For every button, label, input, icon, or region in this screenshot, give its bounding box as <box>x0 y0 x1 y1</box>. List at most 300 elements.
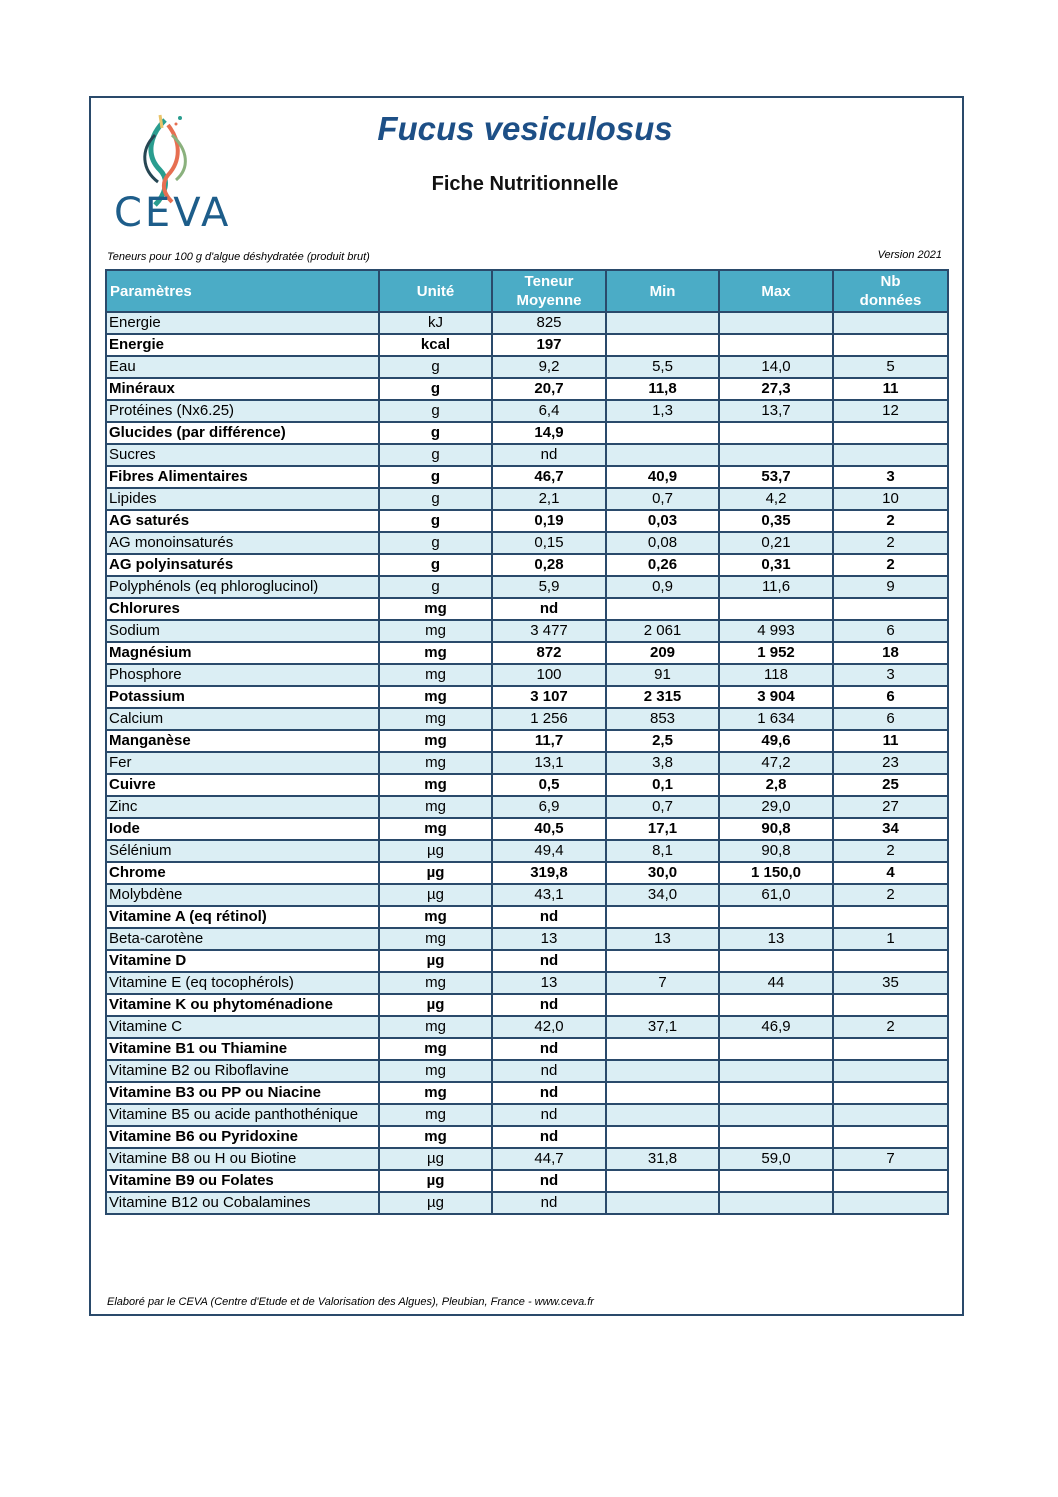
value-cell: 34,0 <box>606 884 719 906</box>
value-cell <box>833 1082 948 1104</box>
value-cell: nd <box>492 950 606 972</box>
value-cell: 3 904 <box>719 686 833 708</box>
value-cell: g <box>379 554 492 576</box>
value-cell: 40,5 <box>492 818 606 840</box>
column-header: Nb données <box>833 270 948 312</box>
value-cell: 6,9 <box>492 796 606 818</box>
table-row <box>106 686 948 708</box>
table-row <box>106 1082 948 1104</box>
parameter-cell: Vitamine B3 ou PP ou Niacine <box>106 1082 379 1104</box>
value-cell: 3,8 <box>606 752 719 774</box>
value-cell: 0,26 <box>606 554 719 576</box>
column-header: Unité <box>379 270 492 312</box>
value-cell <box>833 312 948 334</box>
value-cell <box>719 950 833 972</box>
value-cell: mg <box>379 1038 492 1060</box>
value-cell <box>833 1170 948 1192</box>
parameter-cell: Lipides <box>106 488 379 510</box>
value-cell: 4 993 <box>719 620 833 642</box>
value-cell: 2 <box>833 532 948 554</box>
value-cell <box>606 906 719 928</box>
value-cell: mg <box>379 1060 492 1082</box>
value-cell: 10 <box>833 488 948 510</box>
value-cell: 2,1 <box>492 488 606 510</box>
table-row <box>106 1038 948 1060</box>
value-cell: 6 <box>833 686 948 708</box>
parameter-cell: Vitamine B8 ou H ou Biotine <box>106 1148 379 1170</box>
value-cell: 25 <box>833 774 948 796</box>
parameter-cell: Vitamine E (eq tocophérols) <box>106 972 379 994</box>
table-row <box>106 312 948 334</box>
page-subtitle: Fiche Nutritionnelle <box>431 173 619 195</box>
value-cell: 3 477 <box>492 620 606 642</box>
value-cell: 1,3 <box>606 400 719 422</box>
value-cell: 59,0 <box>719 1148 833 1170</box>
value-cell <box>833 1104 948 1126</box>
value-cell: µg <box>379 840 492 862</box>
value-cell: µg <box>379 950 492 972</box>
value-cell: 0,7 <box>606 488 719 510</box>
value-cell: 17,1 <box>606 818 719 840</box>
value-cell: 0,21 <box>719 532 833 554</box>
value-cell <box>719 1038 833 1060</box>
value-cell: nd <box>492 444 606 466</box>
value-cell <box>833 950 948 972</box>
value-cell: 11,6 <box>719 576 833 598</box>
value-cell: g <box>379 378 492 400</box>
value-cell: 27 <box>833 796 948 818</box>
value-cell <box>719 422 833 444</box>
parameter-cell: Vitamine A (eq rétinol) <box>106 906 379 928</box>
value-cell: mg <box>379 1082 492 1104</box>
value-cell: mg <box>379 928 492 950</box>
value-cell: kJ <box>379 312 492 334</box>
parameter-cell: Energie <box>106 334 379 356</box>
value-cell: nd <box>492 1082 606 1104</box>
value-cell: nd <box>492 1038 606 1060</box>
parameter-cell: Polyphénols (eq phloroglucinol) <box>106 576 379 598</box>
value-cell: 100 <box>492 664 606 686</box>
parameter-cell: AG saturés <box>106 510 379 532</box>
parameter-cell: Fer <box>106 752 379 774</box>
value-cell: 34 <box>833 818 948 840</box>
table-row <box>106 950 948 972</box>
parameter-cell: Zinc <box>106 796 379 818</box>
value-cell: g <box>379 576 492 598</box>
table-row <box>106 642 948 664</box>
column-header: Max <box>719 270 833 312</box>
value-cell <box>719 312 833 334</box>
value-cell <box>719 1060 833 1082</box>
value-cell: 0,03 <box>606 510 719 532</box>
value-cell <box>719 1170 833 1192</box>
value-cell: 11,7 <box>492 730 606 752</box>
value-cell: 8,1 <box>606 840 719 862</box>
value-cell <box>833 1126 948 1148</box>
value-cell: mg <box>379 686 492 708</box>
value-cell: 49,6 <box>719 730 833 752</box>
value-cell: µg <box>379 994 492 1016</box>
column-header: Paramètres <box>106 270 379 312</box>
value-cell <box>719 1126 833 1148</box>
value-cell: g <box>379 422 492 444</box>
value-cell: mg <box>379 972 492 994</box>
value-cell <box>719 1104 833 1126</box>
value-cell: 2 <box>833 510 948 532</box>
value-cell: 0,5 <box>492 774 606 796</box>
value-cell <box>606 334 719 356</box>
value-cell: 2 315 <box>606 686 719 708</box>
value-cell: 13,1 <box>492 752 606 774</box>
table-row <box>106 378 948 400</box>
table-row <box>106 620 948 642</box>
value-cell: nd <box>492 1170 606 1192</box>
value-cell: 44,7 <box>492 1148 606 1170</box>
table-row <box>106 972 948 994</box>
parameter-cell: Phosphore <box>106 664 379 686</box>
parameter-cell: AG polyinsaturés <box>106 554 379 576</box>
value-cell <box>606 1170 719 1192</box>
value-cell: 47,2 <box>719 752 833 774</box>
table-row <box>106 928 948 950</box>
table-body <box>106 312 948 1214</box>
value-cell <box>606 1060 719 1082</box>
table-row <box>106 884 948 906</box>
value-cell: 13 <box>719 928 833 950</box>
value-cell: 53,7 <box>719 466 833 488</box>
value-cell: 197 <box>492 334 606 356</box>
value-cell: 0,08 <box>606 532 719 554</box>
value-cell: g <box>379 466 492 488</box>
value-cell <box>719 444 833 466</box>
value-cell: 3 <box>833 466 948 488</box>
value-cell: g <box>379 532 492 554</box>
value-cell: 29,0 <box>719 796 833 818</box>
value-cell <box>719 994 833 1016</box>
parameter-cell: Vitamine B1 ou Thiamine <box>106 1038 379 1060</box>
value-cell: mg <box>379 664 492 686</box>
table-row <box>106 1060 948 1082</box>
value-cell <box>606 994 719 1016</box>
table-row <box>106 1126 948 1148</box>
value-cell: 12 <box>833 400 948 422</box>
table-row <box>106 1192 948 1214</box>
table-row <box>106 356 948 378</box>
parameter-cell: Chrome <box>106 862 379 884</box>
value-cell: mg <box>379 796 492 818</box>
value-cell: 18 <box>833 642 948 664</box>
value-cell: µg <box>379 1170 492 1192</box>
table-row <box>106 840 948 862</box>
version-label: Version 2021 <box>877 249 942 261</box>
parameter-cell: Fibres Alimentaires <box>106 466 379 488</box>
value-cell: g <box>379 488 492 510</box>
parameter-cell: Vitamine B5 ou acide panthothénique <box>106 1104 379 1126</box>
value-cell: 35 <box>833 972 948 994</box>
table-row <box>106 576 948 598</box>
parameter-cell: Calcium <box>106 708 379 730</box>
value-cell: 14,9 <box>492 422 606 444</box>
value-cell: 2,8 <box>719 774 833 796</box>
nutrition-table <box>105 269 949 1215</box>
value-cell: 2 <box>833 554 948 576</box>
value-cell: mg <box>379 620 492 642</box>
value-cell: 23 <box>833 752 948 774</box>
value-cell: 11,8 <box>606 378 719 400</box>
value-cell: 2 061 <box>606 620 719 642</box>
value-cell <box>606 1038 719 1060</box>
value-cell: 118 <box>719 664 833 686</box>
value-cell: 2 <box>833 884 948 906</box>
parameter-cell: Sucres <box>106 444 379 466</box>
value-cell <box>833 1060 948 1082</box>
value-cell <box>606 598 719 620</box>
value-cell: 13 <box>492 972 606 994</box>
value-cell: 9 <box>833 576 948 598</box>
table-row <box>106 906 948 928</box>
parameter-cell: Minéraux <box>106 378 379 400</box>
value-cell: 3 <box>833 664 948 686</box>
parameter-cell: Potassium <box>106 686 379 708</box>
table-row <box>106 752 948 774</box>
value-cell: 61,0 <box>719 884 833 906</box>
footer-note: Elaboré par le CEVA (Centre d'Etude et de Valorisation des Algues), Pleubian, France - www.ceva.fr <box>107 1296 594 1308</box>
value-cell: mg <box>379 906 492 928</box>
value-cell: 0,7 <box>606 796 719 818</box>
table-row <box>106 488 948 510</box>
column-header: Min <box>606 270 719 312</box>
table-row <box>106 994 948 1016</box>
table-row <box>106 708 948 730</box>
parameter-cell: Protéines (Nx6.25) <box>106 400 379 422</box>
value-cell <box>833 444 948 466</box>
value-cell <box>606 422 719 444</box>
table-row <box>106 532 948 554</box>
table-row <box>106 774 948 796</box>
value-cell: 40,9 <box>606 466 719 488</box>
value-cell: nd <box>492 1060 606 1082</box>
parameter-cell: Vitamine K ou phytoménadione <box>106 994 379 1016</box>
parameter-cell: Vitamine B12 ou Cobalamines <box>106 1192 379 1214</box>
table-row <box>106 664 948 686</box>
parameter-cell: Manganèse <box>106 730 379 752</box>
table-row <box>106 444 948 466</box>
value-cell: 1 256 <box>492 708 606 730</box>
value-cell <box>606 1192 719 1214</box>
value-cell: 0,31 <box>719 554 833 576</box>
table-row <box>106 1104 948 1126</box>
column-header: Teneur Moyenne <box>492 270 606 312</box>
value-cell: g <box>379 400 492 422</box>
value-cell: nd <box>492 994 606 1016</box>
value-cell: 90,8 <box>719 840 833 862</box>
value-cell: nd <box>492 1104 606 1126</box>
table-header-row <box>106 270 948 312</box>
value-cell: 13 <box>492 928 606 950</box>
parameter-cell: Magnésium <box>106 642 379 664</box>
value-cell: 0,1 <box>606 774 719 796</box>
value-cell: nd <box>492 1126 606 1148</box>
value-cell: 319,8 <box>492 862 606 884</box>
value-cell: nd <box>492 1192 606 1214</box>
parameter-cell: Vitamine C <box>106 1016 379 1038</box>
value-cell: 0,9 <box>606 576 719 598</box>
value-cell: 13 <box>606 928 719 950</box>
parameter-cell: Energie <box>106 312 379 334</box>
value-cell: 853 <box>606 708 719 730</box>
value-cell <box>719 1082 833 1104</box>
page-title: Fucus vesiculosus <box>377 110 673 147</box>
value-cell: 49,4 <box>492 840 606 862</box>
value-cell: mg <box>379 818 492 840</box>
table-row <box>106 862 948 884</box>
value-cell: 3 107 <box>492 686 606 708</box>
value-cell <box>606 950 719 972</box>
value-cell: µg <box>379 1148 492 1170</box>
value-cell <box>833 1192 948 1214</box>
table-row <box>106 466 948 488</box>
logo-text: CEVA <box>114 190 232 236</box>
parameter-cell: Vitamine B9 ou Folates <box>106 1170 379 1192</box>
value-cell <box>606 1104 719 1126</box>
table-row <box>106 730 948 752</box>
value-cell: 0,19 <box>492 510 606 532</box>
value-cell: 37,1 <box>606 1016 719 1038</box>
value-cell: 4 <box>833 862 948 884</box>
value-cell: µg <box>379 862 492 884</box>
value-cell: 1 150,0 <box>719 862 833 884</box>
value-cell: 5,9 <box>492 576 606 598</box>
value-cell: kcal <box>379 334 492 356</box>
table-row <box>106 400 948 422</box>
value-cell <box>606 444 719 466</box>
value-cell: 2,5 <box>606 730 719 752</box>
value-cell: 7 <box>606 972 719 994</box>
value-cell: 4,2 <box>719 488 833 510</box>
value-cell: 872 <box>492 642 606 664</box>
table-row <box>106 598 948 620</box>
value-cell <box>719 598 833 620</box>
value-cell: µg <box>379 884 492 906</box>
table-row <box>106 796 948 818</box>
value-cell: 1 <box>833 928 948 950</box>
value-cell <box>719 334 833 356</box>
value-cell: mg <box>379 1016 492 1038</box>
parameter-cell: Molybdène <box>106 884 379 906</box>
parameter-cell: Eau <box>106 356 379 378</box>
table-row <box>106 510 948 532</box>
value-cell: 46,7 <box>492 466 606 488</box>
table-row <box>106 1148 948 1170</box>
value-cell: 91 <box>606 664 719 686</box>
value-cell <box>606 1126 719 1148</box>
table-row <box>106 334 948 356</box>
value-cell <box>833 906 948 928</box>
parameter-cell: Chlorures <box>106 598 379 620</box>
value-cell: 825 <box>492 312 606 334</box>
value-cell: 6,4 <box>492 400 606 422</box>
units-note: Teneurs pour 100 g d'algue déshydratée (produit brut) <box>107 251 370 263</box>
value-cell: nd <box>492 598 606 620</box>
table-row <box>106 818 948 840</box>
value-cell: g <box>379 444 492 466</box>
table-row <box>106 1170 948 1192</box>
value-cell: mg <box>379 642 492 664</box>
value-cell: 30,0 <box>606 862 719 884</box>
value-cell: 42,0 <box>492 1016 606 1038</box>
value-cell: 46,9 <box>719 1016 833 1038</box>
value-cell: mg <box>379 730 492 752</box>
value-cell <box>833 334 948 356</box>
value-cell: 14,0 <box>719 356 833 378</box>
value-cell: 43,1 <box>492 884 606 906</box>
parameter-cell: Vitamine B2 ou Riboflavine <box>106 1060 379 1082</box>
value-cell: nd <box>492 906 606 928</box>
value-cell: 1 634 <box>719 708 833 730</box>
parameter-cell: Vitamine B6 ou Pyridoxine <box>106 1126 379 1148</box>
value-cell: 0,15 <box>492 532 606 554</box>
parameter-cell: Glucides (par différence) <box>106 422 379 444</box>
value-cell: 9,2 <box>492 356 606 378</box>
value-cell: 6 <box>833 708 948 730</box>
value-cell: 209 <box>606 642 719 664</box>
value-cell: 90,8 <box>719 818 833 840</box>
value-cell <box>606 1082 719 1104</box>
value-cell: 5 <box>833 356 948 378</box>
value-cell: 13,7 <box>719 400 833 422</box>
value-cell <box>833 598 948 620</box>
value-cell: 44 <box>719 972 833 994</box>
value-cell <box>719 906 833 928</box>
value-cell <box>833 1038 948 1060</box>
value-cell: 2 <box>833 840 948 862</box>
table-row <box>106 422 948 444</box>
value-cell <box>833 994 948 1016</box>
value-cell: 27,3 <box>719 378 833 400</box>
value-cell: mg <box>379 708 492 730</box>
parameter-cell: Iode <box>106 818 379 840</box>
value-cell: 1 952 <box>719 642 833 664</box>
value-cell: 0,28 <box>492 554 606 576</box>
value-cell: 31,8 <box>606 1148 719 1170</box>
value-cell: mg <box>379 598 492 620</box>
value-cell: mg <box>379 1126 492 1148</box>
value-cell: 0,35 <box>719 510 833 532</box>
parameter-cell: Cuivre <box>106 774 379 796</box>
value-cell <box>606 312 719 334</box>
value-cell: 11 <box>833 378 948 400</box>
value-cell: mg <box>379 774 492 796</box>
value-cell: mg <box>379 752 492 774</box>
value-cell <box>719 1192 833 1214</box>
value-cell: g <box>379 510 492 532</box>
parameter-cell: AG monoinsaturés <box>106 532 379 554</box>
value-cell: 20,7 <box>492 378 606 400</box>
parameter-cell: Beta-carotène <box>106 928 379 950</box>
value-cell: 11 <box>833 730 948 752</box>
value-cell: g <box>379 356 492 378</box>
parameter-cell: Vitamine D <box>106 950 379 972</box>
value-cell <box>833 422 948 444</box>
value-cell: µg <box>379 1192 492 1214</box>
parameter-cell: Sodium <box>106 620 379 642</box>
value-cell: 6 <box>833 620 948 642</box>
value-cell: 2 <box>833 1016 948 1038</box>
value-cell: 7 <box>833 1148 948 1170</box>
parameter-cell: Sélénium <box>106 840 379 862</box>
value-cell: 5,5 <box>606 356 719 378</box>
table-row <box>106 554 948 576</box>
